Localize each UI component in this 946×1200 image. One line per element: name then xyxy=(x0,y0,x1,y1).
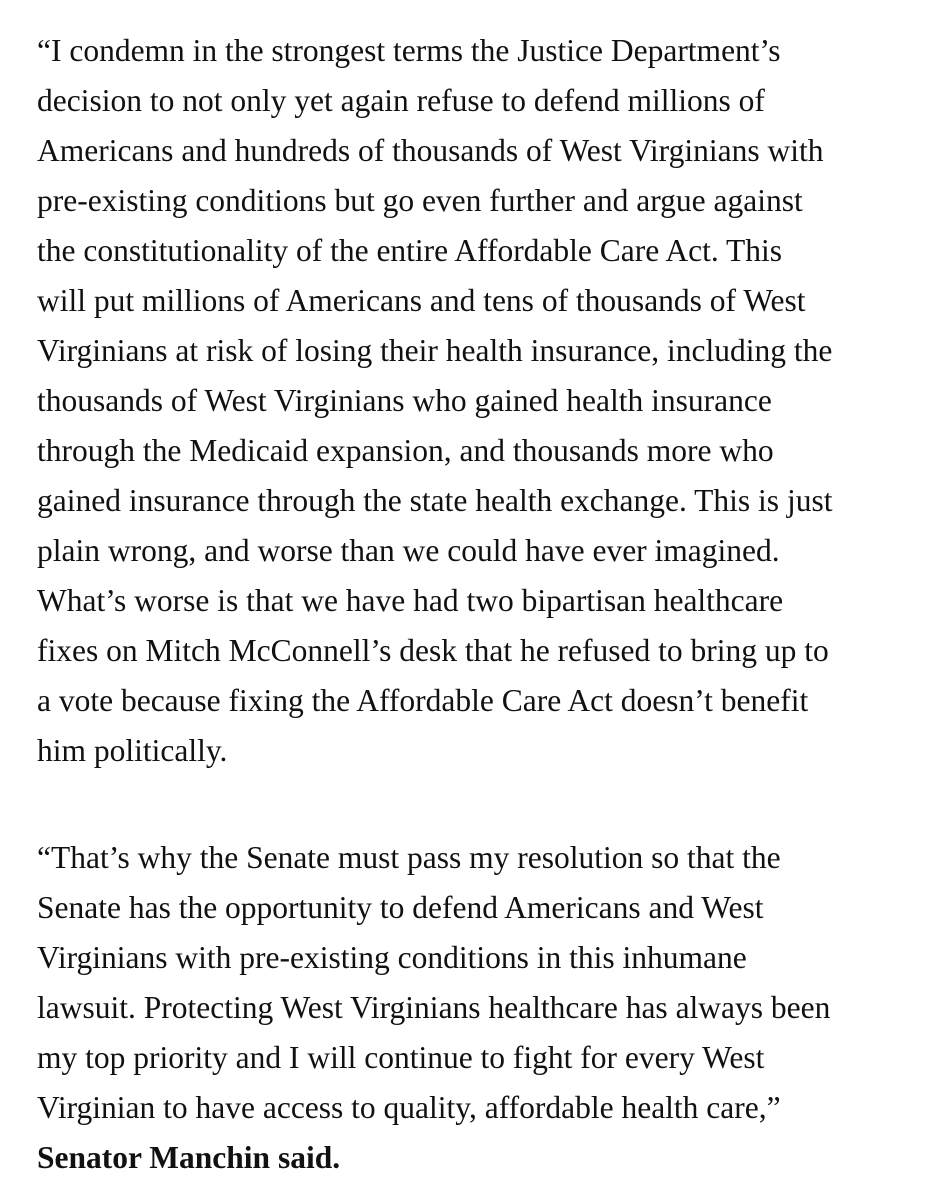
paragraph-2-line-2: Senate has the opportunity to defend Americans and West xyxy=(37,890,764,925)
paragraph-2-line-5: my top priority and I will continue to fight for every West xyxy=(37,1040,765,1075)
paragraph-1-line-11: plain wrong, and worse than we could have ever imagined. xyxy=(37,533,780,568)
paragraph-2-line-6: Virginian to have access to quality, affordable health care,” xyxy=(37,1090,781,1125)
paragraph-2-line-1: “That’s why the Senate must pass my resolution so that the xyxy=(37,840,781,875)
paragraph-1-line-2: decision to not only yet again refuse to defend millions of xyxy=(37,83,765,118)
paragraph-1-line-10: gained insurance through the state health exchange. This is just xyxy=(37,483,833,518)
paragraph-1-line-13: fixes on Mitch McConnell’s desk that he refused to bring up to xyxy=(37,633,829,668)
paragraph-1-line-14: a vote because fixing the Affordable Care Act doesn’t benefit xyxy=(37,683,809,718)
paragraph-2-line-3: Virginians with pre-existing conditions in this inhumane xyxy=(37,940,747,975)
paragraph-2-line-4: lawsuit. Protecting West Virginians healthcare has always been xyxy=(37,990,831,1025)
paragraph-1-line-5: the constitutionality of the entire Affordable Care Act. This xyxy=(37,233,783,268)
paragraph-1-line-15: him politically. xyxy=(37,733,228,768)
paragraph-1-line-3: Americans and hundreds of thousands of West Virginians with xyxy=(37,133,824,168)
paragraph-1-line-12: What’s worse is that we have had two bipartisan healthcare xyxy=(37,583,784,618)
paragraph-1-line-6: will put millions of Americans and tens of thousands of West xyxy=(37,283,806,318)
attribution: Senator Manchin said. xyxy=(37,1140,341,1175)
paragraph-1-line-8: thousands of West Virginians who gained health insurance xyxy=(37,383,772,418)
paragraph-1-line-1: “I condemn in the strongest terms the Justice Department’s xyxy=(37,33,781,68)
paragraph-1-line-7: Virginians at risk of losing their health insurance, including the xyxy=(37,333,833,368)
paragraph-1-line-9: through the Medicaid expansion, and thousands more who xyxy=(37,433,774,468)
paragraph-1-line-4: pre-existing conditions but go even further and argue against xyxy=(37,183,803,218)
